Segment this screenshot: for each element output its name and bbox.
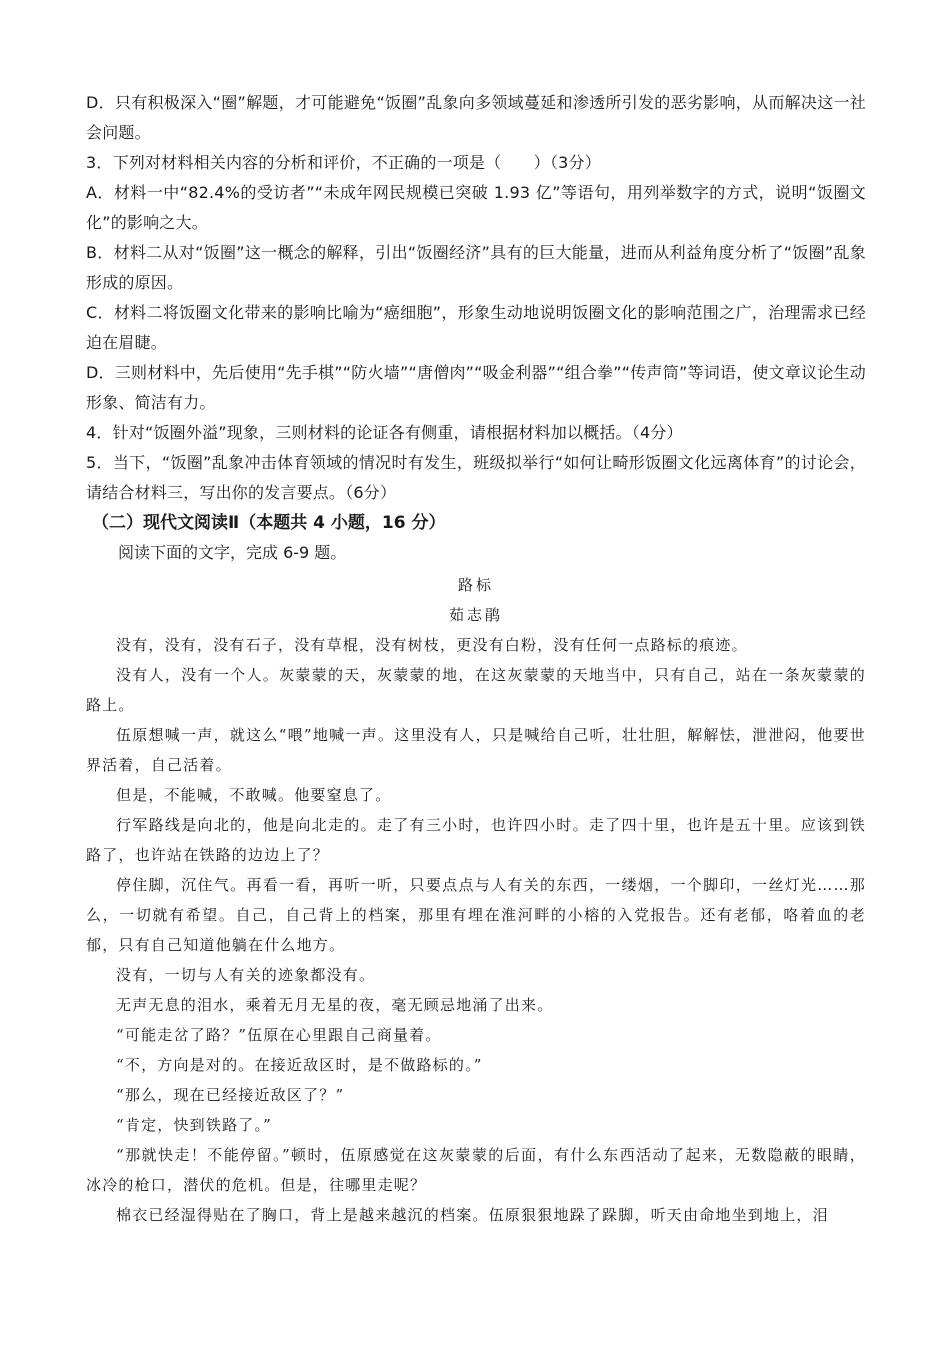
exam-page [86, 88, 866, 1230]
question-5: 5．当下，“饭圈”乱象冲击体育领域的情况时有发生，班级拟举行“如何让畸形饭圈文化远离体育”的讨论会，请结合材料三，写出你的发言要点。（6分） [86, 453, 866, 502]
story-paragraph: 但是，不能喊，不敢喊。他要窒息了。 [116, 786, 392, 804]
story-body [86, 630, 866, 1230]
q3-stem: 3．下列对材料相关内容的分析和评价，不正确的一项是（ ）（3分） [86, 153, 601, 172]
q3-option-d: D．三则材料中，先后使用“先手棋”“防火墙”“唐僧肉”“吸金利器”“组合拳”“传声筒”等词语，使文章议论生动形象、简洁有力。 [86, 363, 866, 412]
story-paragraph: “不，方向是对的。在接近敌区时，是不做路标的。” [116, 1056, 483, 1074]
story-paragraph: “可能走岔了路？”伍原在心里跟自己商量着。 [116, 1026, 442, 1044]
story-paragraph: “那就快走！不能停留。”顿时，伍原感觉在这灰蒙蒙的后面，有什么东西活动了起来，无数隐蔽的眼睛，冰冷的枪口，潜伏的危机。但是，往哪里走呢？ [86, 1146, 866, 1194]
reading-instruction: 阅读下面的文字，完成 6-9 题。 [118, 543, 347, 562]
story-paragraph: “肯定，快到铁路了。” [116, 1116, 273, 1134]
q2-option-d: D．只有积极深入“圈”解题，才可能避免“饭圈”乱象向多领域蔓延和渗透所引发的恶劣影响，从而解决这一社会问题。 [86, 93, 866, 142]
story-paragraph: 伍原想喊一声，就这么“喂”地喊一声。这里没有人，只是喊给自己听，壮壮胆，解解怯，泄泄闷，他要世界活着，自己活着。 [86, 726, 866, 774]
story-title: 路标 [457, 576, 494, 594]
story-paragraph: 停住脚，沉住气。再看一看，再听一听，只要点点与人有关的东西，一缕烟，一个脚印，一丝灯光……那么，一切就有希望。自己，自己背上的档案，那里有埋在淮河畔的小榕的入党报告。还有老郁，咯着血的老郁，只有自己知道他躺在什么地方。 [86, 876, 866, 954]
section-heading: （二）现代文阅读Ⅱ（本题共 4 小题，16 分） [92, 513, 446, 533]
story-paragraph: 行军路线是向北的，他是向北走的。走了有三小时，也许四小时。走了四十里，也许是五十里。应该到铁路了，也许站在铁路的边边上了？ [86, 816, 866, 864]
q3-option-a: A．材料一中“82.4%的受访者”“未成年网民规模已突破 1.93 亿”等语句，用列举数字的方式，说明“饭圈文化”的影响之大。 [86, 183, 866, 232]
q3-option-c: C．材料二将饭圈文化带来的影响比喻为“癌细胞”，形象生动地说明饭圈文化的影响范围之广，治理需求已经迫在眉睫。 [86, 303, 866, 352]
story-paragraph: 没有，没有，没有石子，没有草棍，没有树枝，更没有白粉，没有任何一点路标的痕迹。 [116, 636, 748, 654]
story-paragraph: 没有，一切与人有关的迹象都没有。 [116, 966, 376, 984]
story-paragraph: 无声无息的泪水，乘着无月无星的夜，毫无顾忌地涌了出来。 [116, 996, 554, 1014]
story-paragraph: 没有人，没有一个人。灰蒙蒙的天，灰蒙蒙的地，在这灰蒙蒙的天地当中，只有自己，站在一条灰蒙蒙的路上。 [86, 666, 866, 714]
story-paragraph: 棉衣已经湿得贴在了胸口，背上是越来越沉的档案。伍原狠狠地跺了跺脚，听天由命地坐到地上，泪 [116, 1206, 829, 1224]
story-author: 茹志鹃 [448, 606, 503, 624]
question-4: 4．针对“饭圈外溢”现象，三则材料的论证各有侧重，请根据材料加以概括。（4分） [86, 423, 683, 442]
q3-option-b: B．材料二从对“饭圈”这一概念的解释，引出“饭圈经济”具有的巨大能量，进而从利益角度分析了“饭圈”乱象形成的原因。 [86, 243, 866, 292]
story-paragraph: “那么，现在已经接近敌区了？” [116, 1086, 345, 1104]
